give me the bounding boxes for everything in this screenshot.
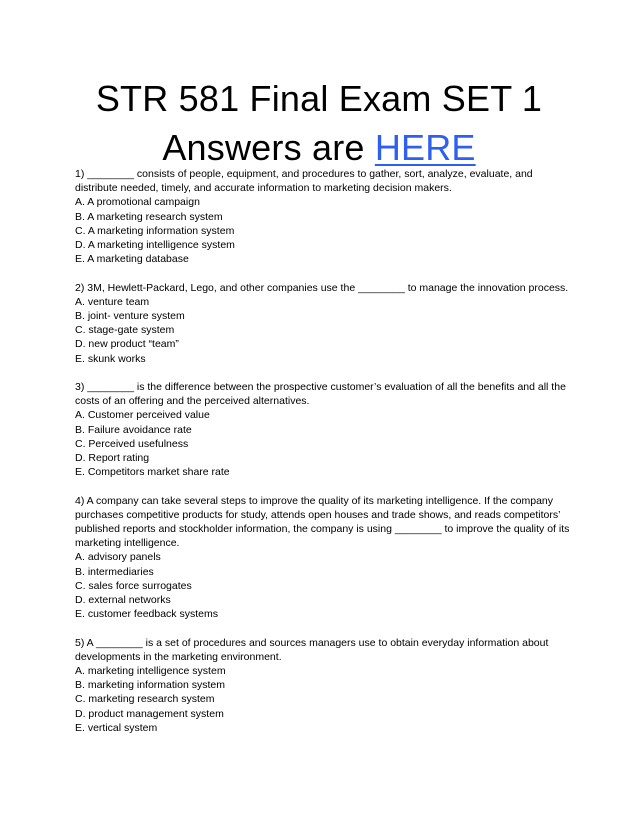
choice-d: D. Report rating (75, 452, 150, 465)
question-2 (75, 281, 575, 366)
question-stem: 3) ________ is the difference between the prospective customer’s evaluation of all the benefits and all the costs of an offering and the perceived alternatives. (75, 381, 566, 408)
question-3 (75, 380, 575, 479)
choice-c: C. stage-gate system (75, 324, 175, 337)
question-stem: 2) 3M, Hewlett-Packard, Lego, and other companies use the ________ to manage the innovation process. (75, 281, 569, 294)
question-5 (75, 636, 575, 735)
choice-e: E. customer feedback systems (75, 608, 218, 621)
choice-a: A. advisory panels (75, 551, 161, 564)
choice-b: B. intermediaries (75, 565, 154, 578)
question-stem: 5) A ________ is a set of procedures and sources managers use to obtain everyday information about developments in the marketing environment. (75, 636, 549, 663)
choice-b: B. marketing information system (75, 679, 225, 692)
choice-a: A. Customer perceived value (75, 409, 210, 422)
title-text: STR 581 Final Exam SET 1 (95, 78, 543, 119)
choice-a: A. marketing intelligence system (75, 665, 226, 678)
answers-prefix: Answers are (162, 127, 375, 168)
choice-e: E. A marketing database (75, 253, 189, 266)
choice-c: C. Perceived usefulness (75, 437, 189, 450)
page-title (0, 77, 638, 121)
question-1 (75, 167, 575, 266)
choice-c: C. marketing research system (75, 693, 215, 706)
answers-heading (0, 126, 638, 170)
question-list (75, 167, 575, 749)
choice-d: D. product management system (75, 707, 224, 720)
choice-c: C. sales force surrogates (75, 579, 192, 592)
choice-b: B. A marketing research system (75, 210, 223, 223)
choice-e: E. skunk works (75, 352, 146, 365)
choice-b: B. joint- venture system (75, 310, 185, 323)
choice-a: A. A promotional campaign (75, 196, 200, 209)
here-link[interactable]: HERE (374, 127, 476, 168)
choice-d: D. external networks (75, 594, 171, 607)
choice-e: E. vertical system (75, 721, 158, 734)
choice-a: A. venture team (75, 295, 150, 308)
choice-b: B. Failure avoidance rate (75, 423, 192, 436)
choice-d: D. A marketing intelligence system (75, 239, 235, 252)
choice-d: D. new product “team” (75, 338, 179, 351)
question-stem: 4) A company can take several steps to improve the quality of its marketing intelligence. If the company purchases competitive products for study, attends open houses and trade shows, and reads competitors’ published reports and stockholder information, the company is using ________ to improve the quality of its marketing intelligence. (75, 494, 570, 550)
question-4 (75, 494, 575, 622)
question-stem: 1) ________ consists of people, equipment, and procedures to gather, sort, analyze, evaluate, and distribute needed, timely, and accurate information to marketing decision makers. (75, 168, 533, 195)
choice-e: E. Competitors market share rate (75, 466, 230, 479)
choice-c: C. A marketing information system (75, 224, 235, 237)
